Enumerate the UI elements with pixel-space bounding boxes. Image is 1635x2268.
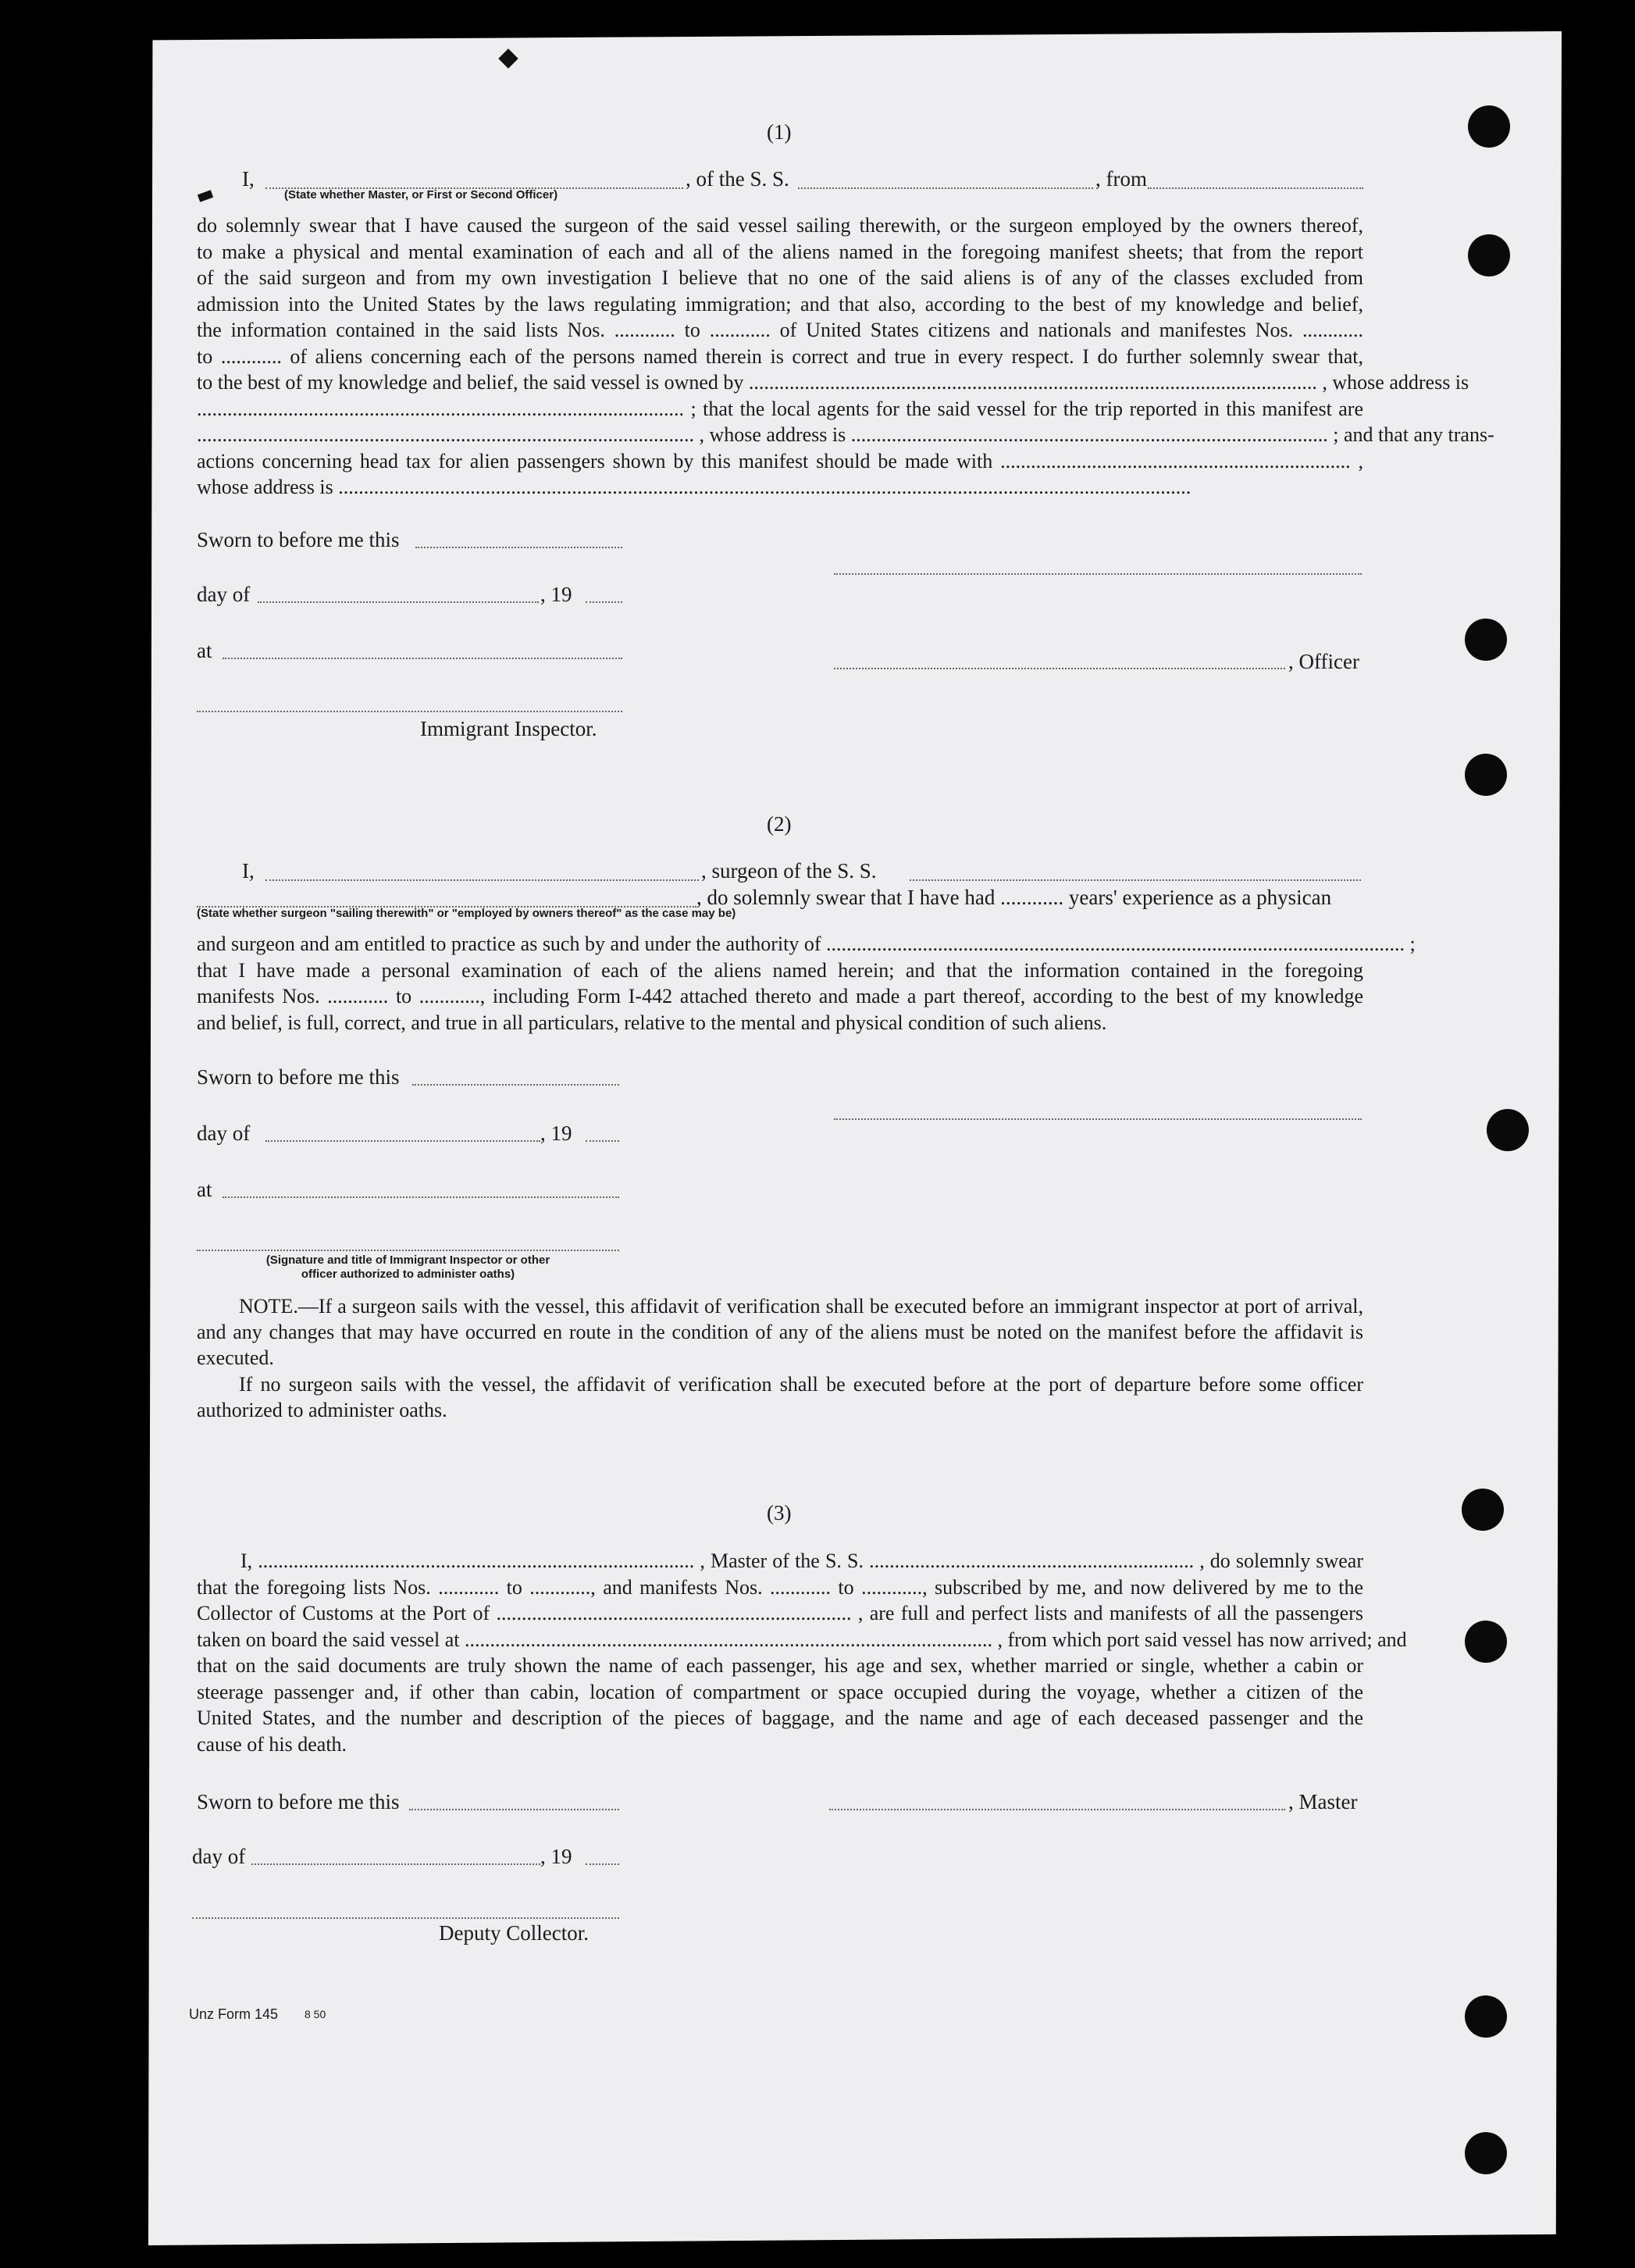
s3-year-blank[interactable] xyxy=(586,1863,619,1865)
s1-at-blank[interactable] xyxy=(223,658,622,659)
s1-line: to ............ of aliens concerning each of the persons named therein is correct and true in every respect. I do further solemnly swear that, xyxy=(197,344,1363,368)
form-suffix: 8 50 xyxy=(305,2008,326,2020)
section-1-body xyxy=(197,212,1494,501)
s2-year-blank[interactable] xyxy=(586,1140,619,1142)
s1-sworn-blank[interactable] xyxy=(415,547,622,548)
s2-at-blank[interactable] xyxy=(223,1196,619,1198)
note-paragraph: NOTE.—If a surgeon sails with the vessel, this affidavit of verification shall be executed before an immigrant inspector at port of arrival, and any changes that may have occurred en route in the condition of any of the aliens must be noted on the manifest before the affidavit is executed. xyxy=(197,1295,1363,1369)
s2-at-label: at xyxy=(197,1178,212,1201)
s1-line: ................................................................................................ ; that the local agents for the said vessel for the trip reported in this manifest are xyxy=(197,397,1363,420)
section-3-body xyxy=(197,1548,1407,1757)
s1-line: to make a physical and mental examination of each and all of the aliens named in the foregoing manifest sheets; that from the report xyxy=(197,240,1363,263)
s3-line: that the foregoing lists Nos. ............ to ............, and manifests Nos. ............ to ............, subscribed by me, and now delivered by me to the xyxy=(197,1575,1363,1599)
s2-day-of-label: day of xyxy=(197,1122,251,1145)
s3-day-of-label: day of xyxy=(192,1845,246,1868)
s1-i-label: I, xyxy=(242,167,255,191)
s1-inspector-label: Immigrant Inspector. xyxy=(420,717,597,740)
s2-signature-note-2: officer authorized to administer oaths) xyxy=(301,1268,515,1281)
s2-surgeon-label: , surgeon of the S. S. xyxy=(701,859,877,883)
from-port-blank[interactable] xyxy=(1148,187,1363,189)
s3-day-blank[interactable] xyxy=(251,1863,540,1865)
s3-line: Collector of Customs at the Port of ...................................................................... , are full and perfect lists and manifests of all the passengers xyxy=(197,1602,1363,1624)
s1-line: .................................................................................................. , whose address is .............................................................................................. ; and that any trans- xyxy=(197,423,1494,446)
punch-hole xyxy=(1465,619,1507,661)
s1-line: admission into the United States by the laws regulating immigration; and that also, according to the best of my knowledge and belief, xyxy=(197,292,1363,316)
punch-hole xyxy=(1465,1621,1507,1663)
s2-line: that I have made a personal examination of each of the aliens named herein; and that the information contained in the foregoing xyxy=(197,958,1363,982)
s2-year-label: , 19 xyxy=(540,1122,572,1145)
s3-year-label: , 19 xyxy=(540,1845,572,1868)
s2-sworn-blank[interactable] xyxy=(412,1084,619,1086)
s2-swear-line: , do solemnly swear that I have had ............ years' experience as a physican xyxy=(696,886,1332,909)
s1-inspector-signature-line[interactable] xyxy=(197,711,622,712)
s1-year-label: , 19 xyxy=(540,583,572,606)
section-1-number: (1) xyxy=(767,120,792,144)
s1-line: whose address is ........................................................................................................................................................................ xyxy=(197,476,1192,498)
s2-surgeon-type-note: (State whether surgeon "sailing therewith" or "employed by owners thereof" as the case may be) xyxy=(197,907,736,920)
punch-hole xyxy=(1468,105,1510,148)
s3-master-signature-line[interactable] xyxy=(829,1809,1285,1810)
s2-inspector-signature-line[interactable] xyxy=(197,1250,619,1251)
s2-signature-note-1: (Signature and title of Immigrant Inspector or other xyxy=(265,1253,550,1267)
s1-line: actions concerning head tax for alien passengers shown by this manifest should be made with ..................................................................... , xyxy=(197,449,1363,472)
punch-hole xyxy=(1465,2132,1507,2174)
punch-hole xyxy=(1462,1489,1504,1531)
s2-day-blank[interactable] xyxy=(265,1140,540,1142)
section-3-number: (3) xyxy=(767,1501,792,1524)
s1-line: to the best of my knowledge and belief, the said vessel is owned by ................................................................................................................ , whose address is xyxy=(197,371,1469,394)
s2-i-label: I, xyxy=(242,859,255,883)
s1-day-of-label: day of xyxy=(197,583,251,606)
punch-hole xyxy=(1487,1109,1529,1151)
s2-line: manifests Nos. ............ to ............, including Form I-442 attached thereto and made a part thereof, according to the best of my knowledge xyxy=(197,985,1363,1007)
s2-surgeon-signature-line[interactable] xyxy=(834,1118,1362,1120)
s1-sworn-label: Sworn to before me this xyxy=(197,528,400,551)
section-2-body xyxy=(197,931,1416,1036)
s1-officer-signature-line[interactable] xyxy=(834,573,1362,575)
s1-officer-label: , Officer xyxy=(1288,650,1359,673)
section-2-number: (2) xyxy=(767,812,792,836)
s1-line: of the said surgeon and from my own investigation I believe that no one of the said aliens is of any of the classes excluded from xyxy=(197,266,1363,289)
s1-line: do solemnly swear that I have caused the surgeon of the said vessel sailing therewith, or the surgeon employed by the owners thereof, xyxy=(197,214,1363,237)
s3-master-label: , Master xyxy=(1288,1790,1358,1813)
s3-line: United States, and the number and description of the pieces of baggage, and the name and age of each deceased passenger and the xyxy=(197,1706,1363,1729)
punch-hole xyxy=(1468,234,1510,276)
punch-hole xyxy=(1465,754,1507,796)
s1-year-blank[interactable] xyxy=(586,601,622,603)
s3-sworn-label: Sworn to before me this xyxy=(197,1790,400,1813)
vessel-name-blank[interactable] xyxy=(798,187,1093,189)
s1-officer-line[interactable] xyxy=(834,668,1285,669)
s3-line: taken on board the said vessel at ........................................................................................................ , from which port said vessel has now arrived; and xyxy=(197,1628,1407,1651)
s1-day-blank[interactable] xyxy=(258,601,539,603)
s2-line: and belief, is full, correct, and true in all particulars, relative to the mental and physical condition of such aliens. xyxy=(197,1011,1107,1034)
note-paragraph-2: If no surgeon sails with the vessel, the affidavit of verification shall be executed before at the port of departure before some officer authorized to administer oaths. xyxy=(197,1373,1363,1421)
s3-sworn-blank[interactable] xyxy=(409,1809,619,1810)
surgeon-name-blank[interactable] xyxy=(265,879,699,881)
s3-collector-label: Deputy Collector. xyxy=(439,1921,589,1945)
form-id: Unz Form 145 xyxy=(189,2006,279,2022)
s1-at-label: at xyxy=(197,639,212,662)
punch-hole xyxy=(1465,1995,1507,2038)
s3-line: cause of his death. xyxy=(197,1732,347,1756)
s1-line: the information contained in the said lists Nos. ............ to ............ of United States citizens and nationals and manifestes Nos. ............ xyxy=(197,319,1363,341)
s2-vessel-blank[interactable] xyxy=(910,879,1361,881)
s3-collector-signature-line[interactable] xyxy=(192,1917,619,1919)
s1-from-label: , from xyxy=(1095,167,1147,191)
s3-line: steerage passenger and, if other than cabin, location of compartment or space occupied during the voyage, whether a citizen of the xyxy=(197,1680,1363,1703)
s1-officer-note: (State whether Master, or First or Second Officer) xyxy=(284,188,558,201)
s3-line: I, ...................................................................................... , Master of the S. S. ................................................................ , do solemnly swear xyxy=(240,1549,1363,1572)
s1-of-ss-label: , of the S. S. xyxy=(686,167,789,191)
s2-sworn-label: Sworn to before me this xyxy=(197,1065,400,1089)
s2-line: and surgeon and am entitled to practice as such by and under the authority of .................................................................................................................. ; xyxy=(197,933,1416,955)
s3-line: that on the said documents are truly shown the name of each passenger, his age and sex, whether married or single, whether a cabin or xyxy=(197,1654,1363,1677)
